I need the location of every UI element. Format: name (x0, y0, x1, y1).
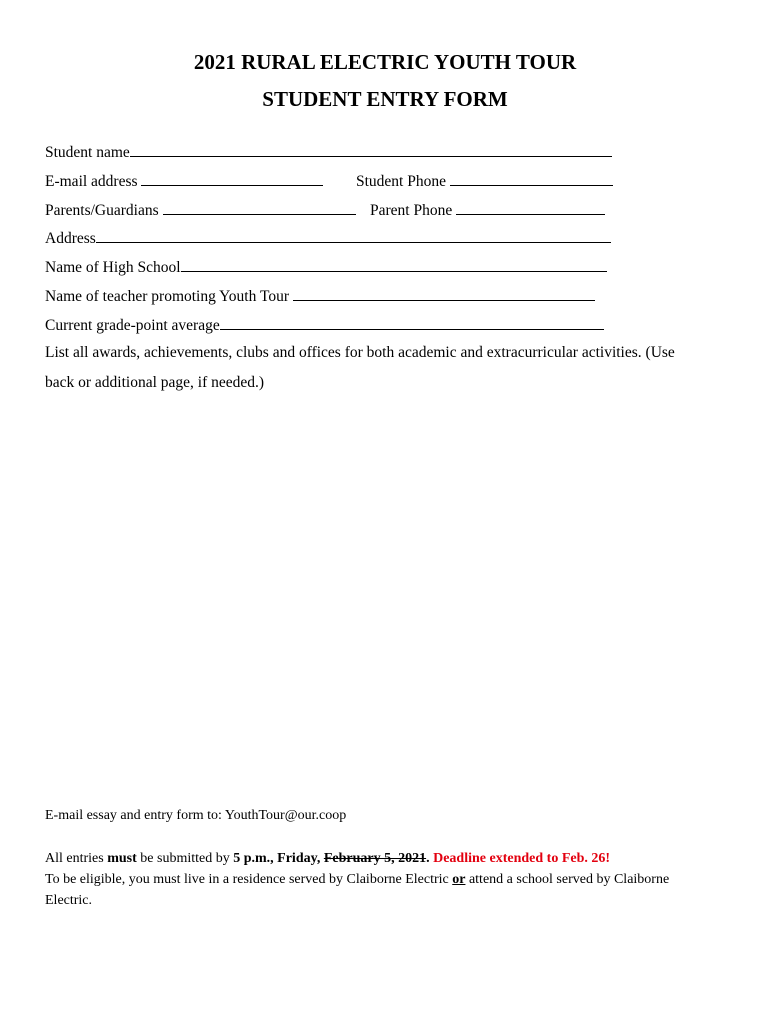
awards-instruction-line2: back or additional page, if needed.) (45, 374, 265, 391)
form-subtitle: STUDENT ENTRY FORM (262, 87, 508, 111)
teacher-label: Name of teacher promoting Youth Tour (45, 288, 290, 305)
email-label: E-mail address (45, 173, 138, 190)
high-school-row (45, 256, 607, 278)
address-row (45, 227, 611, 249)
email-row (45, 170, 323, 192)
email-instruction: E-mail essay and entry form to: YouthTour@our.coop (45, 808, 347, 823)
email-field[interactable] (141, 170, 323, 186)
deadline-text-mid: be submitted by (136, 851, 234, 866)
student-name-field[interactable] (130, 141, 612, 157)
deadline-line (45, 849, 610, 869)
parents-row (45, 199, 356, 221)
parent-phone-row (370, 199, 605, 221)
eligibility-line1 (45, 870, 669, 890)
student-name-row (45, 141, 612, 163)
parent-phone-label: Parent Phone (370, 202, 453, 219)
student-phone-label: Student Phone (356, 173, 446, 190)
old-deadline-date: February 5, 2021 (323, 851, 427, 866)
high-school-label: Name of High School (45, 259, 181, 276)
awards-instruction-line1: List all awards, achievements, clubs and offices for both academic and extracurricular activities. (Use (45, 344, 675, 361)
eligibility-text-prefix: To be eligible, you must live in a residence served by Claiborne Electric (45, 872, 453, 887)
eligibility-text-suffix: attend a school served by Claiborne (465, 872, 670, 887)
high-school-field[interactable] (181, 256, 607, 272)
gpa-field[interactable] (220, 314, 604, 330)
deadline-time: 5 p.m., Friday, (233, 851, 324, 866)
teacher-row (45, 285, 595, 307)
eligibility-or: or (452, 872, 466, 887)
parents-label: Parents/Guardians (45, 202, 159, 219)
parents-field[interactable] (163, 199, 356, 215)
teacher-field[interactable] (293, 285, 595, 301)
deadline-period: . (426, 851, 430, 866)
deadline-text-prefix: All entries (45, 851, 108, 866)
deadline-extended-notice: Deadline extended to Feb. 26! (429, 851, 611, 866)
student-phone-row (356, 170, 613, 192)
gpa-row (45, 314, 604, 336)
awards-response-area[interactable] (45, 400, 725, 790)
address-field[interactable] (96, 227, 611, 243)
deadline-must: must (107, 851, 137, 866)
form-title: 2021 RURAL ELECTRIC YOUTH TOUR (193, 50, 577, 74)
parent-phone-field[interactable] (456, 199, 605, 215)
student-phone-field[interactable] (450, 170, 613, 186)
address-label: Address (45, 230, 96, 247)
gpa-label: Current grade-point average (45, 317, 220, 334)
eligibility-line2: Electric. (45, 893, 93, 908)
student-name-label: Student name (45, 144, 130, 161)
